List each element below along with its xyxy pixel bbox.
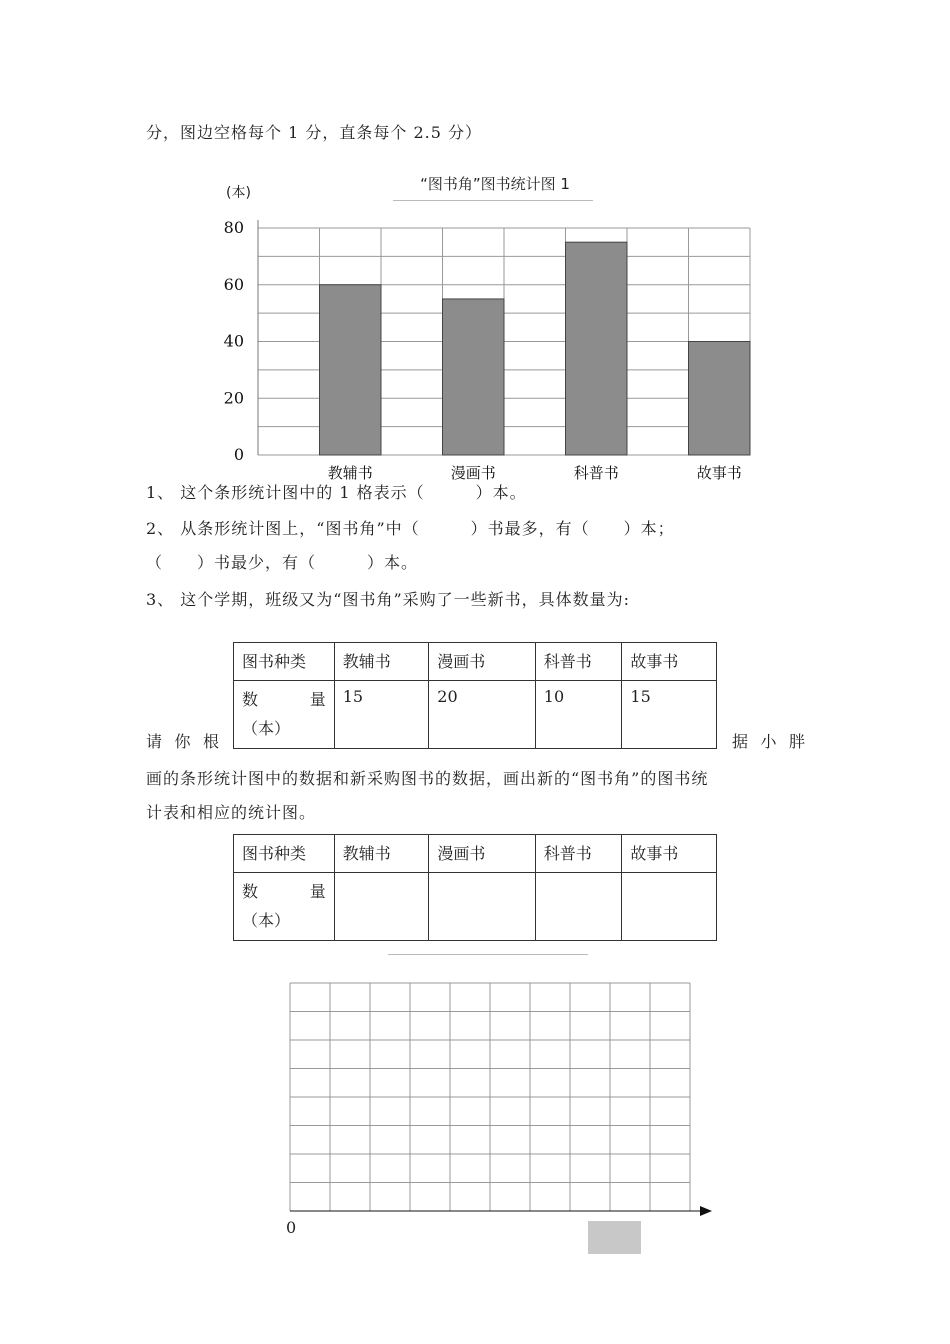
blank-title-line [388,954,588,955]
table2-cat-3: 故事书 [622,835,717,873]
instruction-line3: 计表和相应的统计图。 [146,803,317,822]
bar [566,242,628,455]
table1-cat-0: 教辅书 [334,643,429,681]
origin-label: 0 [286,1218,297,1237]
table1-val-3: 15 [622,681,717,749]
fill-table [233,834,717,941]
x-tick-label: 教辅书 [327,464,373,482]
table2-qty-label: 数 量 （本） [234,873,335,941]
x-tick-label: 科普书 [573,464,619,482]
x-axis-arrow-icon [700,1206,712,1216]
question-2b: （ ）书最少，有（ ）本。 [146,553,419,572]
bar [320,285,382,455]
table1-val-1: 20 [429,681,535,749]
y-tick-label: 60 [223,274,244,294]
y-tick-label: 0 [233,445,244,464]
table1-val-2: 10 [535,681,622,749]
y-tick-label: 40 [223,331,244,351]
table1-qty-label: 数 量 （本） [234,681,335,749]
bar [689,342,751,456]
table2-input-0[interactable] [334,873,429,941]
instruction-line2: 画的条形统计图中的数据和新采购图书的数据，画出新的“图书角”的图书统 [146,769,709,788]
table1-val-0: 15 [334,681,429,749]
x-tick-label: 故事书 [696,464,742,482]
y-axis-unit: (本) [226,185,251,201]
table2-input-1[interactable] [429,873,535,941]
table2-cat-0: 教辅书 [334,835,429,873]
table2-input-2[interactable] [535,873,622,941]
question-3: 3、 这个学期，班级又为“图书角”采购了一些新书，具体数量为: [146,590,631,609]
new-books-table [233,642,717,749]
bar-chart [200,210,780,490]
table1-cat-3: 故事书 [622,643,717,681]
table1-header-label: 图书种类 [234,643,335,681]
table2-cat-1: 漫画书 [429,835,535,873]
chart-title: “图书角”图书统计图 1 [420,175,570,193]
gray-box [588,1221,641,1254]
question-2a: 2、 从条形统计图上，“图书角”中（ ）书最多，有（ ）本； [146,519,675,538]
title-underline [393,200,593,201]
table2-cat-2: 科普书 [535,835,622,873]
bar [443,299,505,455]
question-1: 1、 这个条形统计图中的 1 格表示（ ）本。 [146,483,527,502]
empty-grid-chart[interactable] [280,975,720,1225]
instruction-left: 请 你 根 [146,732,220,751]
table2-input-3[interactable] [622,873,717,941]
y-tick-label: 80 [223,218,244,237]
table1-cat-1: 漫画书 [429,643,535,681]
instruction-right: 据 小 胖 [732,732,806,751]
table2-header-label: 图书种类 [234,835,335,873]
x-tick-label: 漫画书 [450,464,496,482]
table1-cat-2: 科普书 [535,643,622,681]
y-tick-label: 20 [223,388,244,408]
header-line: 分，图边空格每个 1 分，直条每个 2.5 分） [146,123,482,142]
